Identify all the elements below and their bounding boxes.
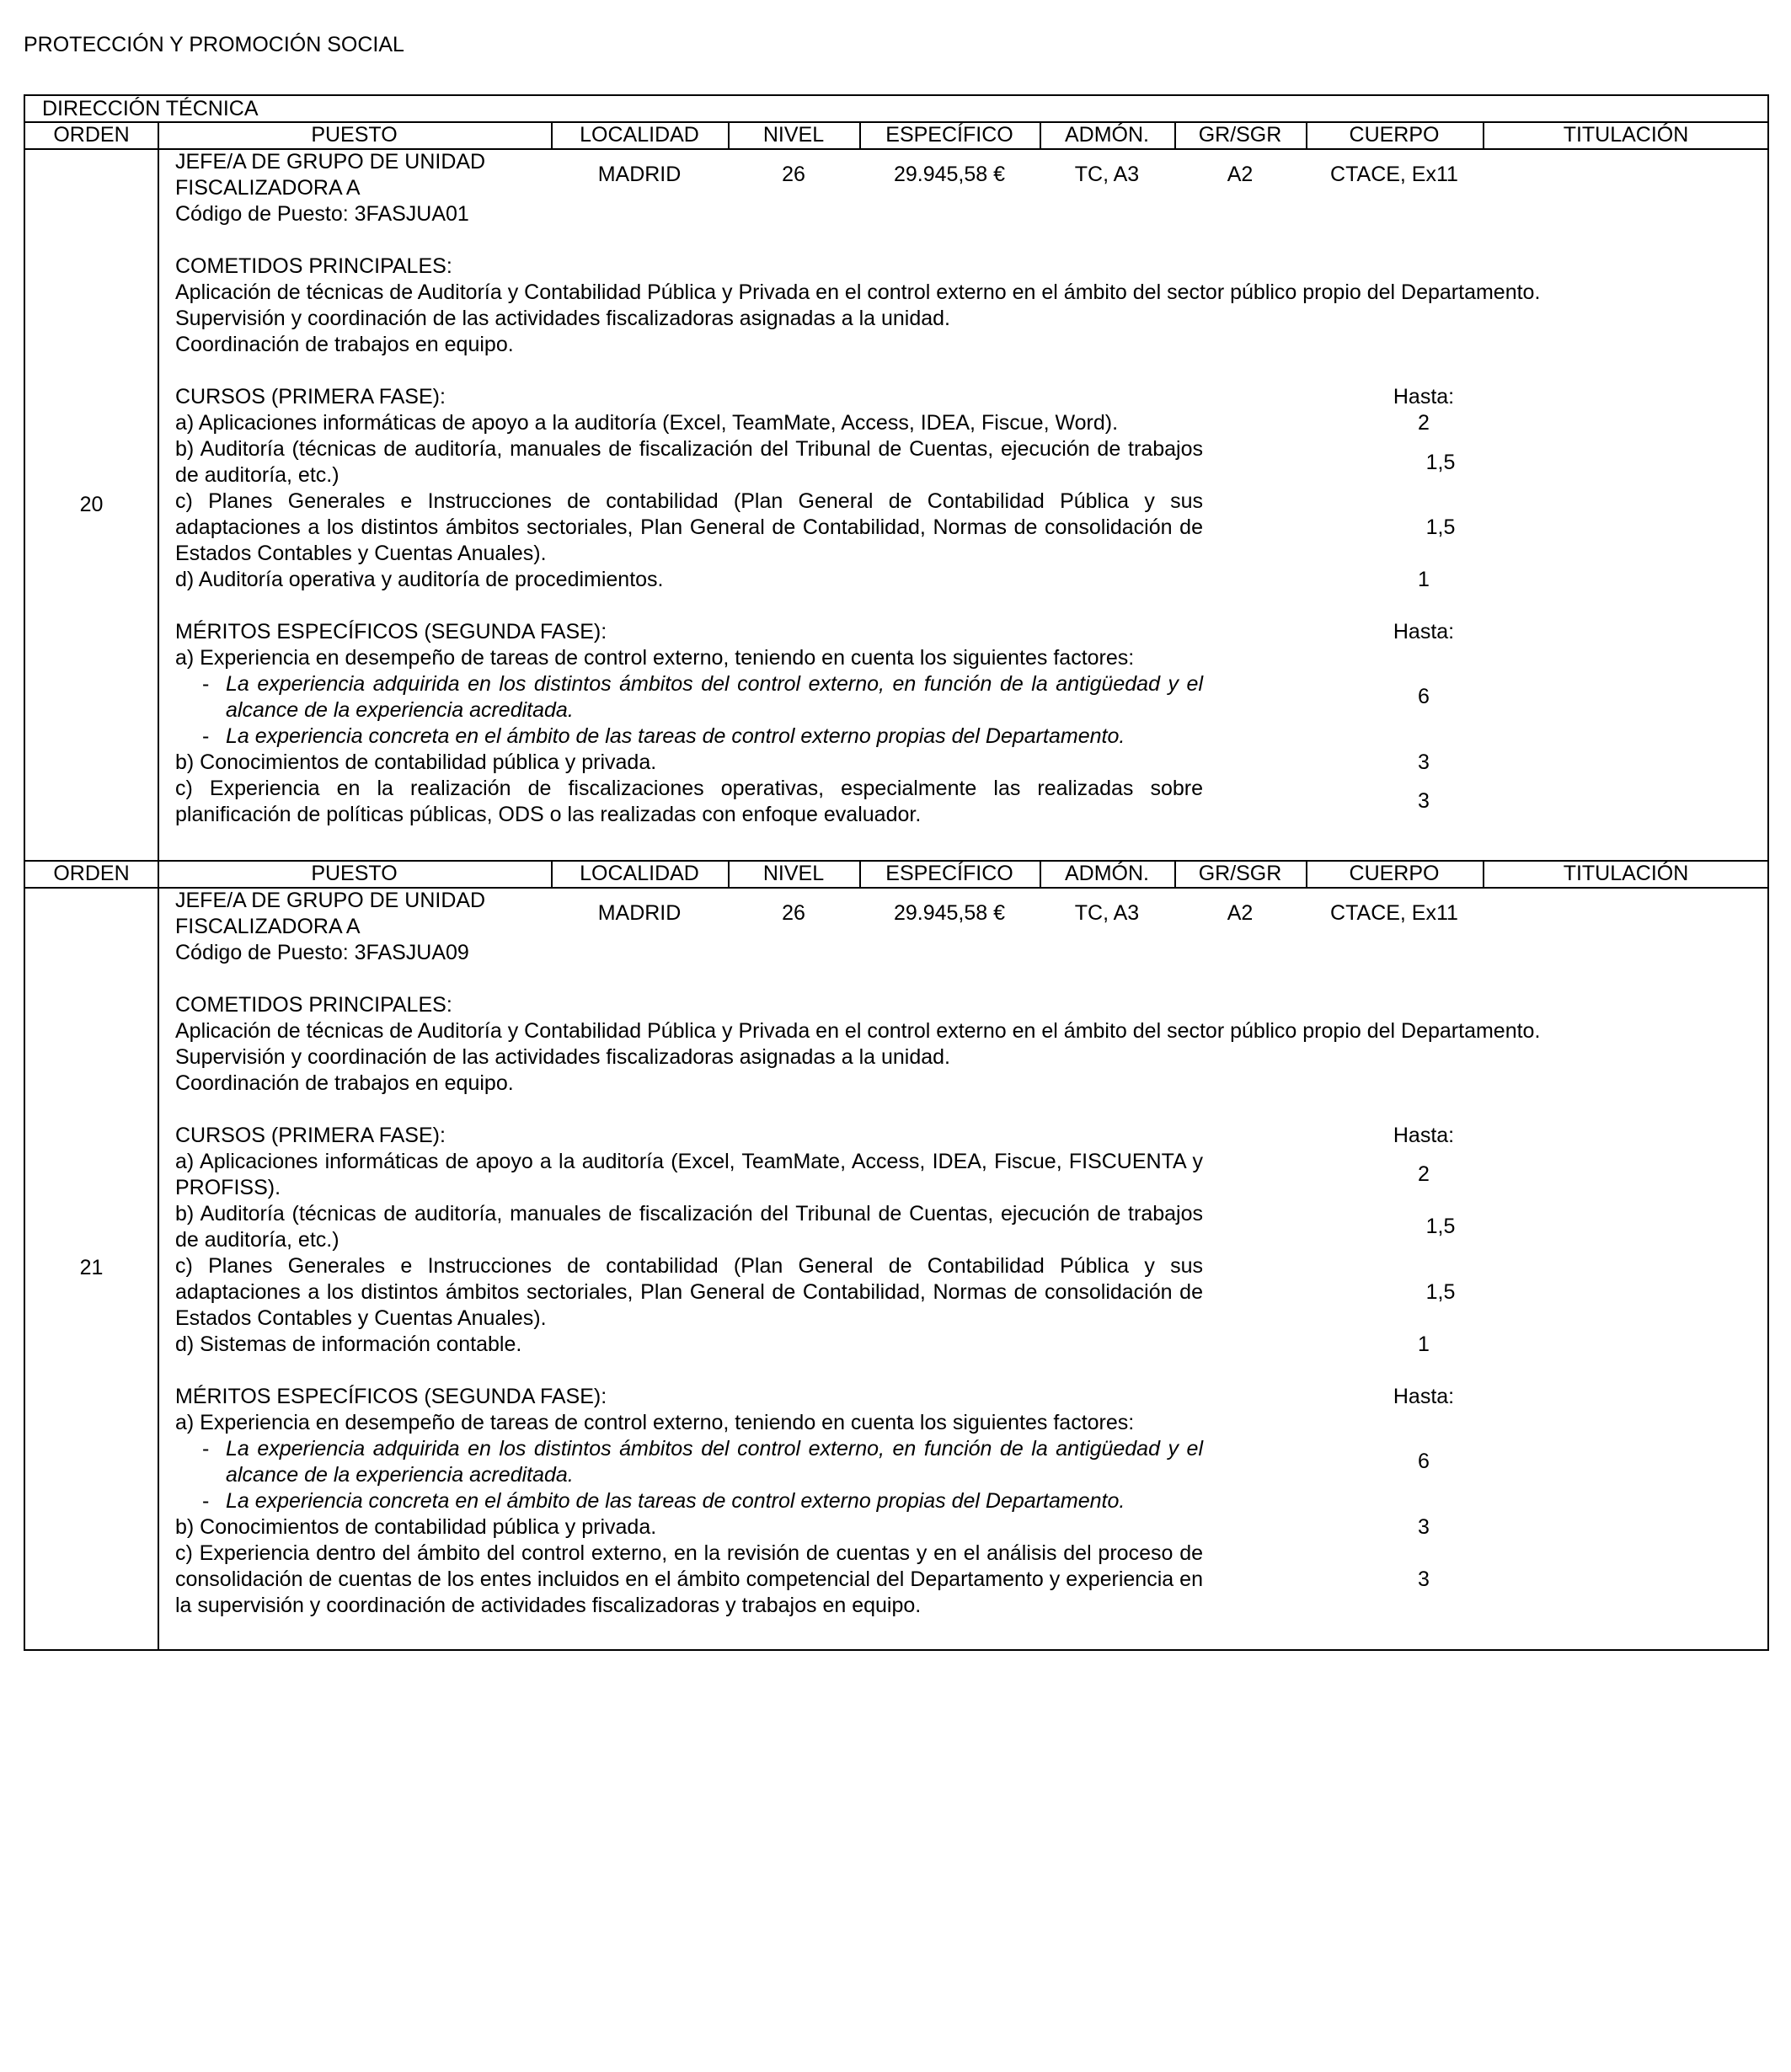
curso-points: 1 [1418, 568, 1430, 591]
curso-points: 1,5 [1425, 451, 1456, 474]
bullet-dash: - [202, 724, 210, 748]
merito-item: b) Conocimientos de contabilidad pública y privada. [175, 1515, 657, 1539]
grsgr-value: A2 [1227, 901, 1254, 925]
column-header-cuerpo: CUERPO [1349, 862, 1440, 885]
curso-item: c) Planes Generales e Instrucciones de contabilidad (Plan General de Contabilidad Pública y sus adaptaciones a los distintos ámbitos sectoriales, Plan General de Contabilidad, Normas de consolidación de Estados Contables y Cuentas Anuales). [175, 489, 1203, 565]
column-header-admon: ADMÓN. [1065, 123, 1149, 147]
hasta-label: Hasta: [1393, 1385, 1455, 1408]
curso-points: 1 [1418, 1332, 1430, 1356]
nivel-value: 26 [782, 901, 805, 925]
puesto-title: FISCALIZADORA A [175, 915, 361, 938]
cometido-item: Supervisión y coordinación de las actividades fiscalizadoras asignadas a la unidad. [175, 1045, 950, 1069]
merito-subitem: La experiencia concreta en el ámbito de las tareas de control externo propias del Departamento. [226, 1489, 1125, 1513]
admon-value: TC, A3 [1074, 163, 1140, 186]
column-header-grsgr: GR/SGR [1198, 862, 1282, 885]
divider [158, 148, 159, 860]
column-header-grsgr: GR/SGR [1198, 123, 1282, 147]
merito-item: b) Conocimientos de contabilidad pública y privada. [175, 750, 657, 774]
merito-subitem: La experiencia concreta en el ámbito de las tareas de control externo propias del Departamento. [226, 724, 1125, 748]
cometidos-title: COMETIDOS PRINCIPALES: [175, 993, 452, 1017]
merito-points: 3 [1418, 789, 1430, 813]
cursos-title: CURSOS (PRIMERA FASE): [175, 385, 446, 409]
meritos-title: MÉRITOS ESPECÍFICOS (SEGUNDA FASE): [175, 620, 607, 643]
nivel-value: 26 [782, 163, 805, 186]
especifico-value: 29.945,58 € [893, 901, 1006, 925]
merito-item: c) Experiencia en la realización de fiscalizaciones operativas, especialmente las realizadas sobre planificación de políticas públicas, ODS o las realizadas con enfoque evaluador. [175, 777, 1203, 826]
puesto-code: Código de Puesto: 3FASJUA01 [175, 202, 469, 226]
curso-points: 2 [1418, 1162, 1430, 1186]
column-header-nivel: NIVEL [762, 862, 825, 885]
page-header: PROTECCIÓN Y PROMOCIÓN SOCIAL [24, 33, 404, 56]
merito-subitem: La experiencia adquirida en los distintos ámbitos del control externo, en función de la antigüedad y el alcance de la experiencia acreditada. [226, 1437, 1203, 1487]
especifico-value: 29.945,58 € [893, 163, 1006, 186]
merito-points: 6 [1418, 1450, 1430, 1473]
localidad-value: MADRID [597, 901, 682, 925]
meritos-title: MÉRITOS ESPECÍFICOS (SEGUNDA FASE): [175, 1385, 607, 1408]
merito-points: 3 [1418, 1515, 1430, 1539]
merito-item: c) Experiencia dentro del ámbito del control externo, en la revisión de cuentas y en el análisis del proceso de consolidación de cuentas de los entes incluidos en el ámbito competencial del Departamento y experiencia en la supervisión y coordinación de actividades fiscalizadoras y trabajos en equipo. [175, 1541, 1203, 1617]
curso-points: 1,5 [1425, 1215, 1456, 1238]
column-header-localidad: LOCALIDAD [580, 123, 699, 147]
cometido-item: Coordinación de trabajos en equipo. [175, 333, 514, 356]
bullet-dash: - [202, 1437, 210, 1461]
orden-value: 20 [79, 493, 104, 516]
curso-points: 2 [1418, 411, 1430, 435]
orden-value: 21 [79, 1256, 104, 1279]
curso-item: b) Auditoría (técnicas de auditoría, manuales de fiscalización del Tribunal de Cuentas, ejecución de trabajos de auditoría, etc.) [175, 1202, 1203, 1252]
hasta-label: Hasta: [1393, 1124, 1455, 1147]
column-header-cuerpo: CUERPO [1349, 123, 1440, 147]
column-header-nivel: NIVEL [762, 123, 825, 147]
curso-item: d) Auditoría operativa y auditoría de procedimientos. [175, 568, 664, 591]
column-header-orden: ORDEN [53, 862, 130, 885]
cometidos-title: COMETIDOS PRINCIPALES: [175, 254, 452, 278]
puesto-title: JEFE/A DE GRUPO DE UNIDAD [175, 150, 486, 174]
divider [158, 887, 159, 1651]
merito-item: a) Experiencia en desempeño de tareas de control externo, teniendo en cuenta los siguientes factores: [175, 646, 1135, 670]
cometido-item: Supervisión y coordinación de las actividades fiscalizadoras asignadas a la unidad. [175, 307, 950, 330]
section-title: DIRECCIÓN TÉCNICA [42, 97, 259, 120]
bullet-dash: - [202, 672, 210, 696]
curso-item: b) Auditoría (técnicas de auditoría, manuales de fiscalización del Tribunal de Cuentas, ejecución de trabajos de auditoría, etc.) [175, 437, 1203, 487]
puesto-title: JEFE/A DE GRUPO DE UNIDAD [175, 889, 486, 912]
curso-item: d) Sistemas de información contable. [175, 1332, 522, 1356]
column-header-especifico: ESPECÍFICO [885, 862, 1013, 885]
hasta-label: Hasta: [1393, 620, 1455, 643]
cursos-title: CURSOS (PRIMERA FASE): [175, 1124, 446, 1147]
localidad-value: MADRID [597, 163, 682, 186]
cuerpo-value: CTACE, Ex11 [1330, 163, 1458, 186]
curso-points: 1,5 [1425, 515, 1456, 539]
cometido-item: Aplicación de técnicas de Auditoría y Contabilidad Pública y Privada en el control externo en el ámbito del sector público propio del Departamento. [175, 280, 1541, 304]
merito-subitem: La experiencia adquirida en los distintos ámbitos del control externo, en función de la antigüedad y el alcance de la experiencia acreditada. [226, 672, 1203, 722]
column-header-orden: ORDEN [53, 123, 130, 147]
bullet-dash: - [202, 1489, 210, 1513]
puesto-title: FISCALIZADORA A [175, 176, 361, 200]
merito-points: 6 [1418, 685, 1430, 708]
admon-value: TC, A3 [1074, 901, 1140, 925]
cometido-item: Coordinación de trabajos en equipo. [175, 1071, 514, 1095]
merito-item: a) Experiencia en desempeño de tareas de control externo, teniendo en cuenta los siguientes factores: [175, 1411, 1135, 1434]
curso-item: c) Planes Generales e Instrucciones de contabilidad (Plan General de Contabilidad Pública y sus adaptaciones a los distintos ámbitos sectoriales, Plan General de Contabilidad, Normas de consolidación de Estados Contables y Cuentas Anuales). [175, 1254, 1203, 1330]
grsgr-value: A2 [1227, 163, 1254, 186]
hasta-label: Hasta: [1393, 385, 1455, 409]
column-header-localidad: LOCALIDAD [580, 862, 699, 885]
cometido-item: Aplicación de técnicas de Auditoría y Contabilidad Pública y Privada en el control externo en el ámbito del sector público propio del Departamento. [175, 1019, 1541, 1043]
column-header-especifico: ESPECÍFICO [885, 123, 1013, 147]
puesto-code: Código de Puesto: 3FASJUA09 [175, 941, 469, 964]
merito-points: 3 [1418, 750, 1430, 774]
column-header-puesto: PUESTO [311, 862, 398, 885]
curso-item: a) Aplicaciones informáticas de apoyo a la auditoría (Excel, TeamMate, Access, IDEA, Fiscue, Word). [175, 411, 1119, 435]
curso-item: a) Aplicaciones informáticas de apoyo a la auditoría (Excel, TeamMate, Access, IDEA, Fiscue, FISCUENTA y PROFISS). [175, 1150, 1203, 1199]
column-header-puesto: PUESTO [311, 123, 398, 147]
positions-table [24, 94, 1769, 1651]
cuerpo-value: CTACE, Ex11 [1330, 901, 1458, 925]
column-header-admon: ADMÓN. [1065, 862, 1149, 885]
merito-points: 3 [1418, 1567, 1430, 1591]
column-header-titulacion: TITULACIÓN [1563, 123, 1689, 147]
curso-points: 1,5 [1425, 1280, 1456, 1304]
column-header-titulacion: TITULACIÓN [1563, 862, 1689, 885]
